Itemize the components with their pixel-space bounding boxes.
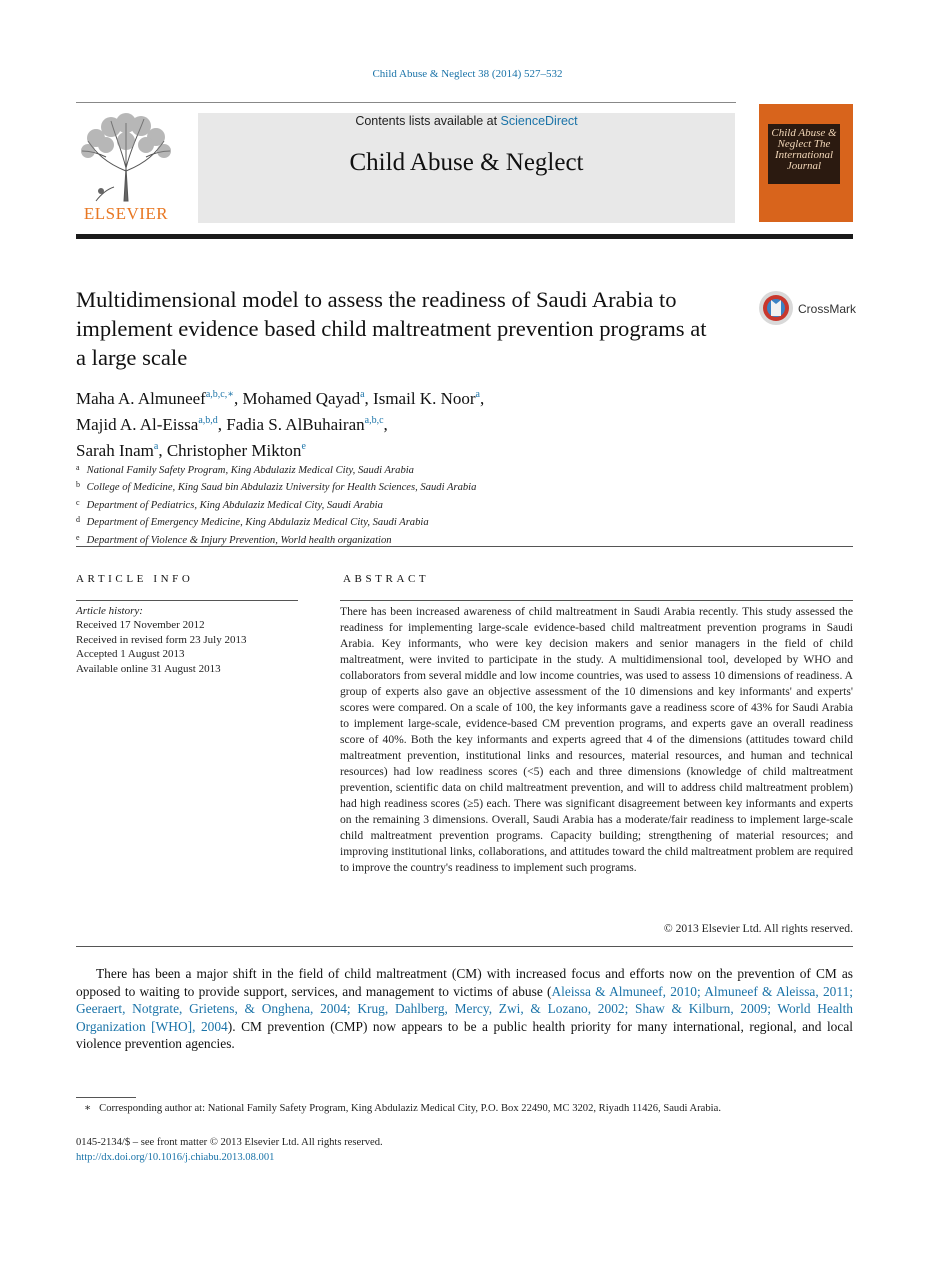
affiliation-item	[76, 496, 776, 513]
corresponding-author-footnote	[84, 1102, 854, 1114]
author-4[interactable]	[76, 415, 218, 434]
section-rule	[76, 546, 853, 547]
history-item: Received 17 November 2012	[76, 619, 205, 632]
footnote-rule	[76, 1097, 136, 1098]
affiliation-item	[76, 478, 776, 495]
author-separator: ,	[217, 415, 227, 434]
author-affiliation-marks[interactable]: a,b,c,∗	[205, 389, 235, 400]
author-7[interactable]	[167, 441, 306, 460]
author-6[interactable]	[76, 441, 158, 460]
intro-text-after: ). CM prevention (CMP) now appears to be a public health priority for many international, regional, and local violence prevention agencies.	[76, 1018, 853, 1052]
author-affiliation-marks[interactable]: a	[360, 389, 365, 400]
author-affiliation-marks[interactable]: a,b,c	[364, 415, 384, 426]
article-history	[76, 604, 306, 676]
author-name: Sarah Inam	[76, 441, 154, 460]
intro-text-before: There has been a major shift in the field of child maltreatment (CM) with increased focus and efforts now on the prevention of CM as opposed to waiting to provide support, services, and management to victims of abuse (	[76, 966, 853, 999]
citation-links[interactable]: Aleissa & Almuneef, 2010; Almuneef & Aleissa, 2011; Geeraert, Notgrate, Grietens, & Onghena, 2004; Krug, Dahlberg, Mercy, Zwi, & Lozano, 2002; Shaw & Kilburn, 2009; World Health Organization [WHO], 2004	[76, 983, 853, 1034]
affiliation-label: b	[76, 480, 80, 490]
affiliation-label: d	[76, 515, 80, 525]
author-separator: ,	[158, 441, 167, 460]
author-3[interactable]	[373, 389, 480, 408]
intro-paragraph	[76, 965, 853, 1053]
history-item: Available online 31 August 2013	[76, 662, 221, 675]
author-2[interactable]	[243, 389, 365, 408]
article-info-heading: ARTICLE INFO	[76, 573, 194, 585]
affiliation-label: c	[76, 497, 80, 507]
affiliation-list	[76, 461, 776, 548]
journal-name: Child Abuse & Neglect	[349, 149, 584, 176]
affiliation-text: Department of Pediatrics, King Abdulaziz Medical City, Saudi Arabia	[86, 499, 383, 511]
issn-line: 0145-2134/$ – see front matter © 2013 Elsevier Ltd. All rights reserved.	[76, 1137, 383, 1148]
contents-prefix: Contents lists available at	[355, 114, 501, 128]
crossmark-label[interactable]: CrossMark	[798, 302, 857, 316]
contents-line	[198, 114, 735, 128]
history-item: Received in revised form 23 July 2013	[76, 633, 247, 646]
author-name: Christopher Mikton	[166, 441, 302, 460]
author-separator: ,	[383, 415, 388, 434]
author-5[interactable]	[226, 415, 383, 434]
author-1[interactable]	[76, 389, 234, 408]
author-name: Majid A. Al-Eissa	[76, 415, 199, 434]
affiliation-label: a	[76, 463, 80, 472]
affiliation-text: College of Medicine, King Saud bin Abdulaziz University for Health Sciences, Saudi Arabia	[86, 482, 477, 494]
author-affiliation-marks[interactable]: a	[475, 389, 480, 400]
author-affiliation-marks[interactable]: e	[301, 441, 306, 452]
affiliation-item	[76, 461, 776, 478]
article-title: Multidimensional model to assess the readiness of Saudi Arabia to implement evidence based child maltreatment prevention programs at a large scale	[76, 287, 707, 370]
author-name: Fadia S. AlBuhairan	[226, 415, 365, 434]
affiliation-text: National Family Safety Program, King Abdulaziz Medical City, Saudi Arabia	[86, 465, 414, 476]
affiliation-label: e	[76, 532, 80, 542]
abstract-heading: ABSTRACT	[343, 573, 430, 585]
author-affiliation-marks[interactable]: a,b,d	[198, 415, 218, 426]
history-item: Accepted 1 August 2013	[76, 648, 185, 661]
doi-link[interactable]: http://dx.doi.org/10.1016/j.chiabu.2013.08.001	[76, 1152, 275, 1163]
author-list	[76, 384, 716, 462]
author-name: Ismail K. Noor	[373, 389, 476, 408]
author-name: Maha A. Almuneef	[76, 389, 206, 408]
sciencedirect-link[interactable]: ScienceDirect	[500, 114, 578, 128]
author-separator: ,	[364, 389, 374, 408]
abstract-copyright: © 2013 Elsevier Ltd. All rights reserved.	[663, 922, 853, 935]
journal-cover-title: Child Abuse & Neglect The International Journal	[771, 127, 837, 172]
top-rule	[76, 102, 736, 103]
author-separator: ,	[479, 389, 485, 408]
section-rule	[76, 946, 853, 947]
author-affiliation-marks[interactable]: a	[153, 441, 159, 452]
affiliation-item	[76, 513, 776, 530]
header-thick-rule	[76, 234, 853, 239]
journal-reference[interactable]: Child Abuse & Neglect 38 (2014) 527–532	[372, 68, 563, 80]
footnote-mark: ∗	[84, 1103, 92, 1114]
affiliation-text: Department of Violence & Injury Prevention, World health organization	[86, 534, 392, 546]
author-name: Mohamed Qayad	[242, 389, 361, 408]
footnote-text: Corresponding author at: National Family Safety Program, King Abdulaziz Medical City, P.O. Box 22490, MC 3202, Riyadh 11426, Saudi Arabia.	[99, 1103, 721, 1114]
crossmark-icon[interactable]	[758, 290, 794, 326]
history-label: Article history:	[76, 605, 143, 617]
abstract-rule	[340, 600, 853, 601]
publisher-name: ELSEVIER	[83, 204, 169, 223]
author-separator: ,	[234, 389, 243, 408]
article-info-rule	[76, 600, 298, 601]
affiliation-text: Department of Emergency Medicine, King Abdulaziz Medical City, Saudi Arabia	[86, 517, 429, 529]
abstract-text: There has been increased awareness of child maltreatment in Saudi Arabia recently. This study assessed the readiness for implementing large-scale evidence-based child maltreatment prevention programs in Saudi Arabia. Key informants, who were key decision makers and senior managers in the field of child maltreatment, were invited to participate in the study. A multidimensional tool, developed by WHO and collaborators from several middle and low income countries, was used to assess 10 dimensions of readiness. A group of experts also gave an objective assessment of the 10 dimensions and key informants' and experts' scores were compared. On a scale of 100, the key informants gave a readiness score of 43% for Saudi Arabia to implement large-scale, evidence-based CM prevention programs, and experts gave an overall readiness score of 40%. Both the key informants and experts agreed that 4 of the dimensions (attitudes toward child maltreatment prevention, institutional links and resources, material resources, and human and technical resources) had low readiness scores (<5) each and three dimensions (knowledge of child maltreatment prevention, scientific data on child maltreatment prevention, and will to address child maltreatment problem) had high readiness scores (≥5) each. There was significant disagreement between key informants and experts on the remaining 3 dimensions. Overall, Saudi Arabia has a moderate/fair readiness to implement large-scale child maltreatment prevention programs. Capacity building; strengthening of material resources; and improving institutional links, collaborations, and attitudes toward the child maltreatment problem are required to improve the country's readiness to implement such programs.	[340, 605, 853, 874]
